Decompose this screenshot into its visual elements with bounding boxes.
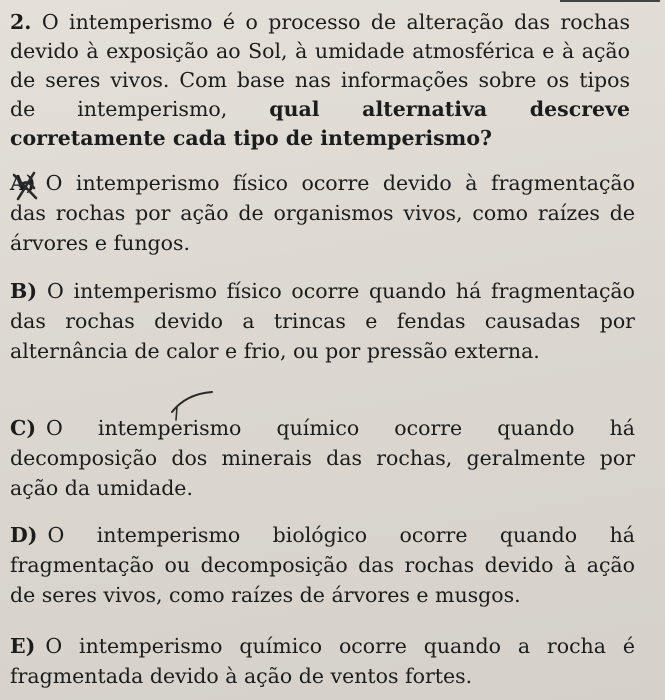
question-prompt: qual alternativa descreve corretamente cada tipo de intemperismo? <box>10 97 630 150</box>
option-letter: E) <box>10 634 36 658</box>
option-text: O intemperismo químico ocorre quando há decomposição dos minerais das rochas, geralmente por ação da umidade. <box>10 416 635 500</box>
option-c[interactable] <box>10 413 635 503</box>
option-text: O intemperismo físico ocorre devido à fragmentação das rochas por ação de organismos vivos, como raízes de árvores e fungos. <box>10 171 635 255</box>
option-text: O intemperismo químico ocorre quando a rocha é fragmentada devido à ação de ventos fortes. <box>10 634 635 688</box>
question-text: O intemperismo é o processo de alteração das rochas devido à exposição ao Sol, à umidade atmosférica e à ação de seres vivos. Com base nas informações sobre os tipos de intemperismo, <box>10 10 630 121</box>
question-stem <box>10 8 630 153</box>
option-d[interactable] <box>10 520 635 610</box>
option-e[interactable] <box>10 631 635 691</box>
option-letter: B) <box>10 279 38 303</box>
option-b[interactable] <box>10 276 635 366</box>
check-mark <box>172 392 212 412</box>
option-text: O intemperismo biológico ocorre quando há fragmentação ou decomposição das rochas devido à ação de seres vivos, como raízes de árvores e musgos. <box>10 523 635 607</box>
option-letter: D) <box>10 523 38 547</box>
option-a[interactable] <box>10 168 635 258</box>
option-letter: C) <box>10 416 37 440</box>
option-text: O intemperismo físico ocorre quando há fragmentação das rochas devido a trincas e fendas causadas por alternância de calor e frio, ou por pressão externa. <box>10 279 635 363</box>
option-letter: A) <box>10 171 36 195</box>
page-edge-line <box>560 0 660 2</box>
question-number: 2. <box>10 10 32 34</box>
